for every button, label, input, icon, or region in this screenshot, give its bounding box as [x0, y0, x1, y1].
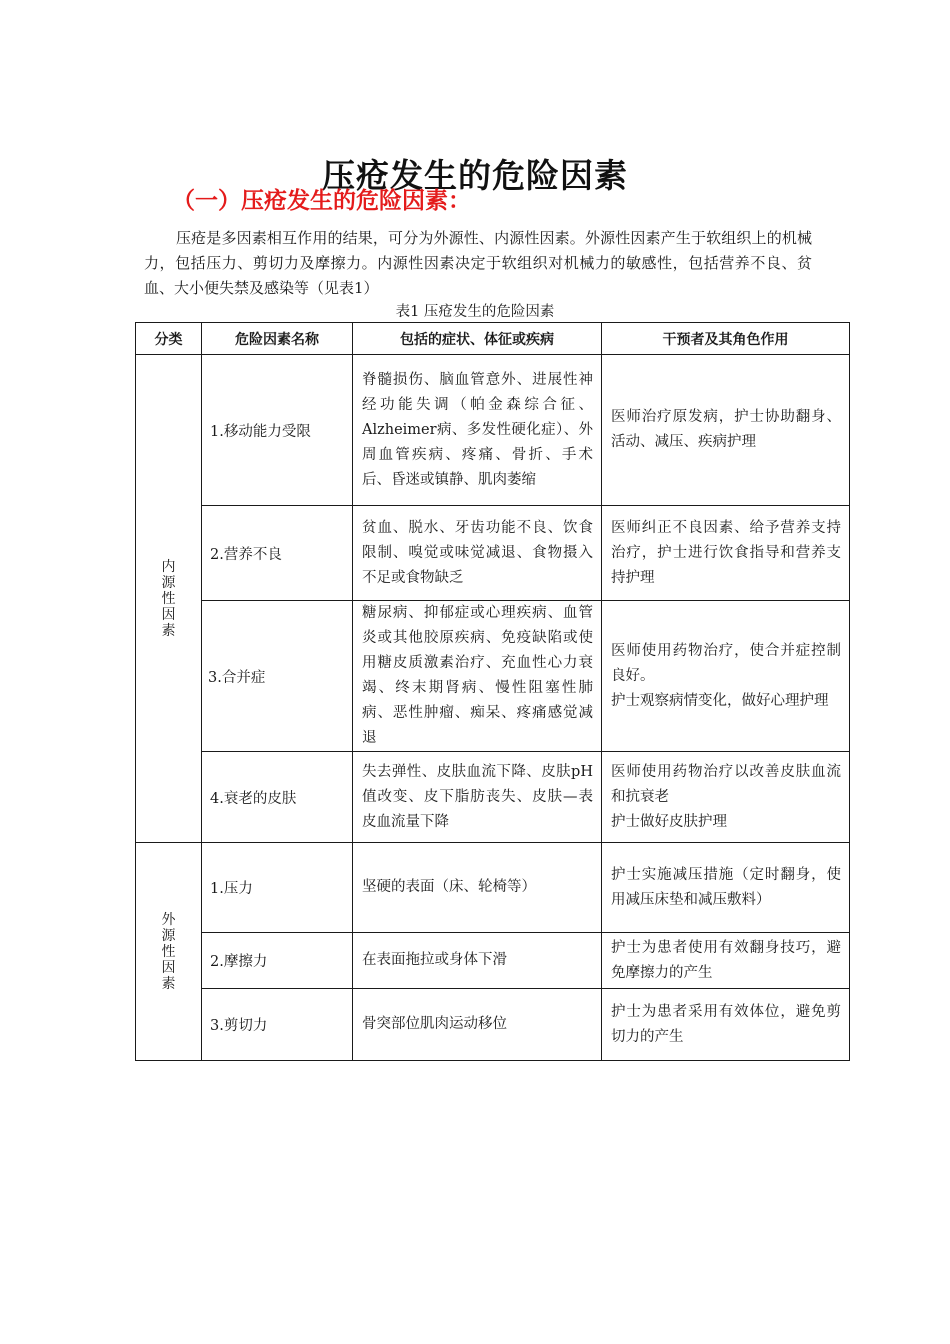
intervention-line: 医师使用药物治疗以改善皮肤血流和抗衰老 [611, 763, 841, 805]
table-row [136, 355, 850, 506]
intervention-cell [602, 843, 850, 933]
category-intrinsic-label: 内源性因素 [161, 558, 176, 639]
page-title: 压疮发生的危险因素 [322, 156, 628, 196]
symptoms-cell: 骨突部位肌肉运动移位 [353, 989, 602, 1061]
header-category: 分类 [136, 323, 202, 355]
factor-name: 3.合并症 [202, 601, 353, 752]
table-caption: 表1 压疮发生的危险因素 [395, 304, 555, 320]
factor-name: 4.衰老的皮肤 [202, 752, 353, 843]
factor-name: 3.剪切力 [202, 989, 353, 1061]
section-heading: （一）压疮发生的危险因素： [172, 188, 471, 214]
symptoms-cell: 失去弹性、皮肤血流下降、皮肤pH值改变、皮下脂肪丧失、皮肤—表皮血流量下降 [353, 752, 602, 843]
intervention-cell [602, 989, 850, 1061]
symptoms-cell: 脊髓损伤、脑血管意外、进展性神经功能失调（帕金森综合征、Alzheimer病、多发性硬化症）、外周血管疾病、疼痛、骨折、手术后、昏迷或镇静、肌肉萎缩 [353, 355, 602, 506]
header-factor-name: 危险因素名称 [202, 323, 353, 355]
table-header-row [136, 323, 850, 355]
intervention-line: 护士为患者采用有效体位，避免剪切力的产生 [611, 1003, 841, 1045]
intervention-line: 医师使用药物治疗，使合并症控制良好。 [611, 642, 841, 684]
intro-paragraph [144, 226, 812, 301]
intervention-line: 护士实施减压措施（定时翻身，使用减压床垫和减压敷料） [611, 866, 841, 908]
factor-name: 2.营养不良 [202, 506, 353, 601]
table-row [136, 752, 850, 843]
intervention-line: 护士做好皮肤护理 [611, 813, 727, 830]
symptoms-cell: 坚硬的表面（床、轮椅等） [353, 843, 602, 933]
intervention-line: 医师纠正不良因素、给予营养支持治疗，护士进行饮食指导和营养支持护理 [611, 519, 841, 586]
header-intervention: 干预者及其角色作用 [602, 323, 850, 355]
symptoms-cell: 糖尿病、抑郁症或心理疾病、血管炎或其他胶原疾病、免疫缺陷或使用糖皮质激素治疗、充血性心力衰竭、终末期肾病、慢性阻塞性肺病、恶性肿瘤、痴呆、疼痛感觉减退 [353, 601, 602, 752]
intervention-cell [602, 355, 850, 506]
factor-name: 2.摩擦力 [202, 933, 353, 989]
intervention-line: 护士为患者使用有效翻身技巧，避免摩擦力的产生 [611, 939, 841, 981]
intervention-cell [602, 933, 850, 989]
symptoms-cell: 在表面拖拉或身体下滑 [353, 933, 602, 989]
table-row [136, 989, 850, 1061]
intervention-line: 护士观察病情变化，做好心理护理 [611, 692, 829, 709]
intervention-cell [602, 506, 850, 601]
table-row [136, 506, 850, 601]
table-row [136, 933, 850, 989]
category-extrinsic [136, 843, 202, 1061]
risk-factor-table [135, 322, 850, 1061]
symptoms-cell: 贫血、脱水、牙齿功能不良、饮食限制、嗅觉或味觉减退、食物摄入不足或食物缺乏 [353, 506, 602, 601]
intervention-cell [602, 601, 850, 752]
table-row [136, 843, 850, 933]
intro-text: 压疮是多因素相互作用的结果，可分为外源性、内源性因素。外源性因素产生于软组织上的机械力，包括压力、剪切力及摩擦力。内源性因素决定于软组织对机械力的敏感性，包括营养不良、贫血、大小便失禁及感染等（见表1） [144, 229, 812, 297]
factor-name: 1.压力 [202, 843, 353, 933]
category-intrinsic [136, 355, 202, 843]
intervention-line: 医师治疗原发病，护士协助翻身、活动、减压、疾病护理 [611, 409, 841, 450]
intervention-cell [602, 752, 850, 843]
header-symptoms: 包括的症状、体征或疾病 [353, 323, 602, 355]
table-row [136, 601, 850, 752]
factor-name: 1.移动能力受限 [202, 355, 353, 506]
category-extrinsic-label: 外源性因素 [161, 911, 176, 992]
